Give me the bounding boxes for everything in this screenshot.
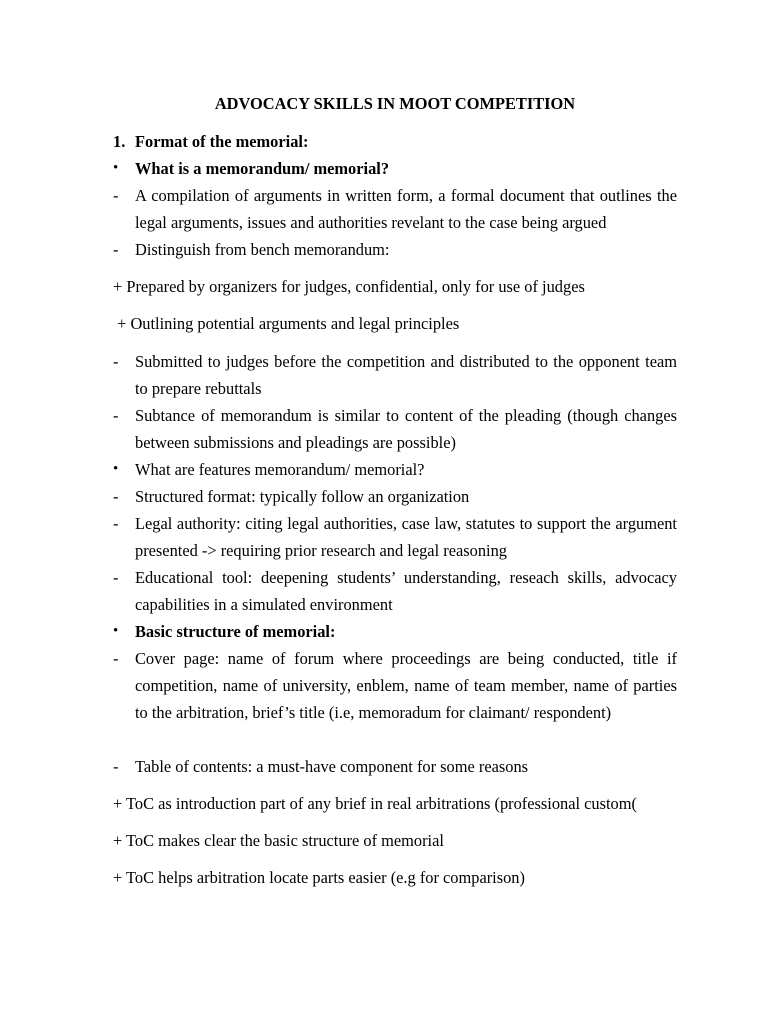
dash-text: Cover page: name of forum where proceedings are being conducted, title if competition, name of university, enblem, name of team member, name of parties to the arbitration, brief’s title (i.e, memoradum for claimant/ respondent) bbox=[135, 649, 677, 722]
bullet-item bbox=[113, 155, 677, 182]
bullet-text: Basic structure of memorial: bbox=[135, 622, 336, 641]
numbered-heading bbox=[113, 128, 677, 155]
dash-item bbox=[113, 236, 677, 263]
dash-item bbox=[113, 753, 677, 780]
bullet-item bbox=[113, 456, 677, 483]
dash-text: Table of contents: a must-have component for some reasons bbox=[135, 757, 529, 776]
bullet-text: What is a memorandum/ memorial? bbox=[135, 159, 390, 178]
plus-line: + ToC as introduction part of any brief in real arbitrations (professional custom( bbox=[113, 794, 637, 813]
dash-text: Structured format: typically follow an organization bbox=[135, 487, 470, 506]
dash-text: Subtance of memorandum is similar to content of the pleading (though changes between submissions and pleadings are possible) bbox=[135, 406, 677, 452]
document-title: ADVOCACY SKILLS IN MOOT COMPETITION bbox=[214, 94, 576, 113]
dash-text: Educational tool: deepening students’ understanding, reseach skills, advocacy capabilities in a simulated environment bbox=[135, 568, 677, 614]
bullet-icon: • bbox=[113, 160, 119, 176]
dash-item bbox=[113, 182, 677, 236]
bullet-icon: • bbox=[113, 623, 119, 639]
bullet-text: What are features memorandum/ memorial? bbox=[135, 460, 425, 479]
dash-icon: - bbox=[113, 757, 119, 776]
dash-item bbox=[113, 645, 677, 726]
dash-text: Distinguish from bench memorandum: bbox=[135, 240, 390, 259]
dash-icon: - bbox=[113, 186, 119, 205]
dash-text: A compilation of arguments in written form, a formal document that outlines the legal arguments, issues and authorities revelant to the case being argued bbox=[135, 186, 677, 232]
dash-icon: - bbox=[113, 514, 119, 533]
dash-item bbox=[113, 348, 677, 402]
heading-text: Format of the memorial: bbox=[135, 132, 309, 151]
number-marker: 1. bbox=[113, 132, 126, 151]
plus-line: + ToC makes clear the basic structure of memorial bbox=[113, 831, 444, 850]
dash-icon: - bbox=[113, 352, 119, 371]
bullet-item bbox=[113, 618, 677, 645]
dash-text: Submitted to judges before the competition and distributed to the opponent team to prepare rebuttals bbox=[135, 352, 677, 398]
dash-item bbox=[113, 510, 677, 564]
dash-item bbox=[113, 564, 677, 618]
dash-icon: - bbox=[113, 240, 119, 259]
dash-icon: - bbox=[113, 649, 119, 668]
dash-item bbox=[113, 483, 677, 510]
bullet-icon: • bbox=[113, 461, 119, 477]
plus-line: + Prepared by organizers for judges, confidential, only for use of judges bbox=[113, 277, 585, 296]
dash-item bbox=[113, 402, 677, 456]
dash-text: Legal authority: citing legal authorities, case law, statutes to support the argument presented -> requiring prior research and legal reasoning bbox=[135, 514, 677, 560]
dash-icon: - bbox=[113, 568, 119, 587]
plus-line: + Outlining potential arguments and legal principles bbox=[113, 314, 460, 333]
plus-line: + ToC helps arbitration locate parts easier (e.g for comparison) bbox=[113, 868, 525, 887]
dash-icon: - bbox=[113, 487, 119, 506]
dash-icon: - bbox=[113, 406, 119, 425]
